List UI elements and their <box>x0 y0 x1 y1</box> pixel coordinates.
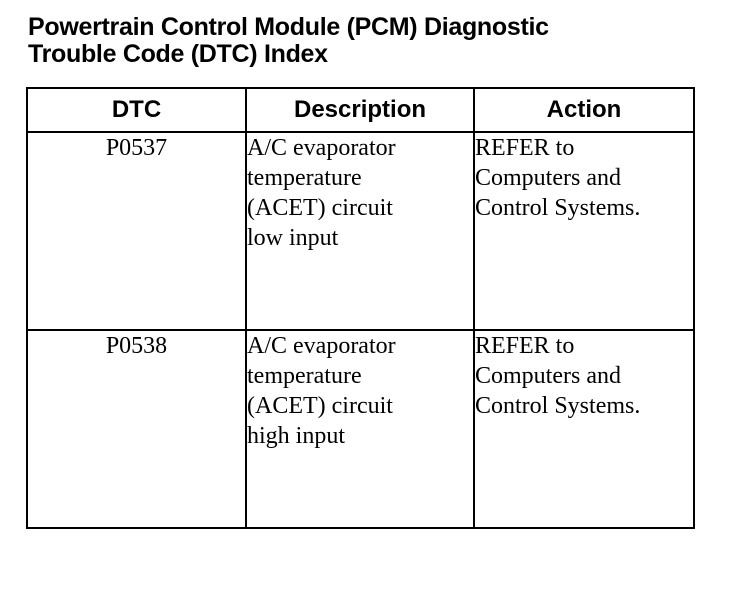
dtc-code-cell: P0537 <box>27 132 246 330</box>
header-action: Action <box>474 88 694 132</box>
action-line: Computers and <box>475 363 621 389</box>
table-row <box>27 132 694 330</box>
title-line-1: Powertrain Control Module (PCM) Diagnostic <box>28 13 549 41</box>
action-cell <box>474 132 694 330</box>
title-line-2: Trouble Code (DTC) Index <box>28 40 328 68</box>
action-line: REFER to <box>475 135 575 161</box>
description-line: (ACET) circuit <box>247 195 393 221</box>
dtc-index-table <box>26 87 695 529</box>
action-line: Control Systems. <box>475 393 641 419</box>
description-line: temperature <box>247 363 362 389</box>
table-row <box>27 330 694 528</box>
description-line: (ACET) circuit <box>247 393 393 419</box>
description-line: high input <box>247 423 346 449</box>
description-cell <box>246 330 474 528</box>
action-cell <box>474 330 694 528</box>
description-line: temperature <box>247 165 362 191</box>
description-cell <box>246 132 474 330</box>
description-line: A/C evaporator <box>247 135 396 161</box>
table-header-row <box>27 88 694 132</box>
dtc-code-cell: P0538 <box>27 330 246 528</box>
action-line: Control Systems. <box>475 195 641 221</box>
header-description: Description <box>246 88 474 132</box>
document-title <box>28 14 549 68</box>
header-dtc: DTC <box>27 88 246 132</box>
description-line: A/C evaporator <box>247 333 396 359</box>
description-line: low input <box>247 225 339 251</box>
action-line: REFER to <box>475 333 575 359</box>
action-line: Computers and <box>475 165 621 191</box>
